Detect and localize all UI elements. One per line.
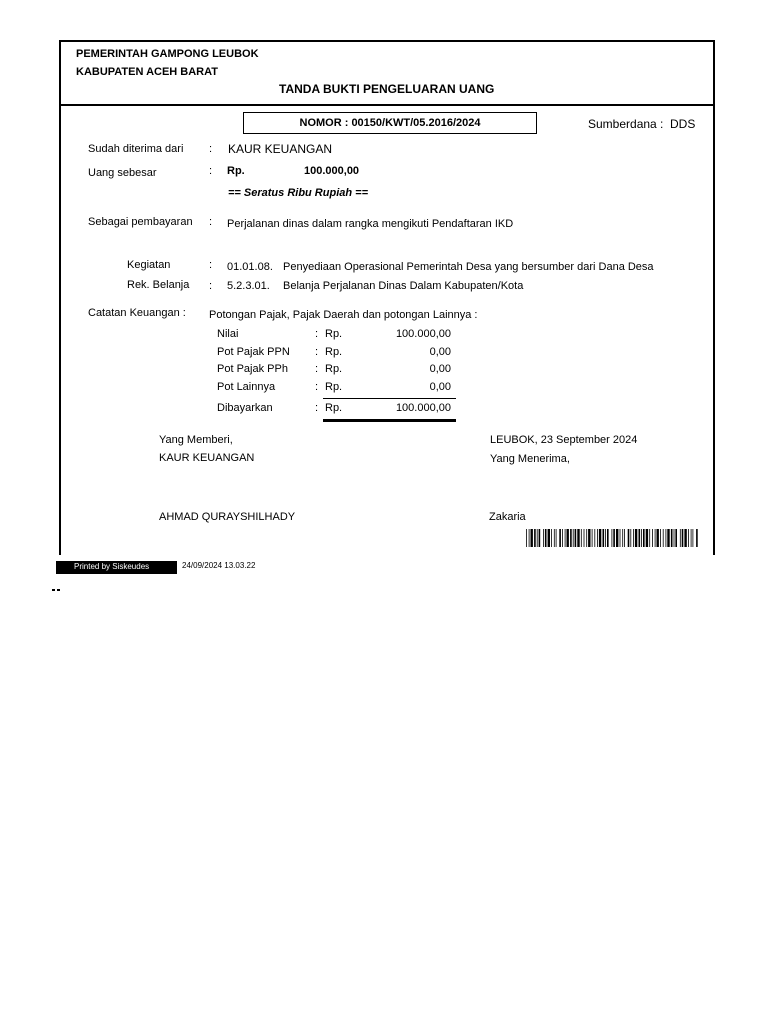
sumberdana-label: Sumberdana :: [588, 117, 664, 131]
place-date: LEUBOK, 23 September 2024: [490, 434, 638, 446]
header-divider: [59, 104, 715, 106]
kegiatan-label: Kegiatan: [127, 259, 171, 271]
pembayaran-colon: :: [209, 216, 213, 228]
kegiatan-value: Penyediaan Operasional Pemerintah Desa yang bersumber dari Dana Desa: [283, 261, 654, 273]
row-ppn-colon: :: [315, 346, 319, 358]
row-lainnya-label: Pot Lainnya: [217, 381, 276, 393]
row-pph-label: Pot Pajak PPh: [217, 363, 288, 375]
row-nilai-label: Nilai: [217, 328, 239, 340]
rek-value: Belanja Perjalanan Dinas Dalam Kabupaten/Kota: [283, 280, 524, 292]
giver-name: AHMAD QURAYSHILHADY: [159, 511, 296, 523]
diterima-colon: :: [209, 143, 213, 155]
row-pph-amount: 0,00: [429, 363, 451, 375]
dibayarkan-label: Dibayarkan: [217, 402, 273, 414]
kegiatan-code: 01.01.08.: [227, 261, 273, 273]
row-pph-colon: :: [315, 363, 319, 375]
row-ppn-label: Pot Pajak PPN: [217, 346, 290, 358]
giver-label: Yang Memberi,: [159, 434, 233, 446]
sumberdana-value: DDS: [670, 117, 696, 131]
uang-rp: Rp.: [227, 165, 245, 177]
row-pph-rp: Rp.: [325, 363, 343, 375]
pembayaran-value: Perjalanan dinas dalam rangka mengikuti Pendaftaran IKD: [227, 218, 514, 230]
nomor-text: NOMOR : 00150/KWT/05.2016/2024: [299, 117, 481, 129]
barcode-image: [526, 529, 698, 547]
catatan-intro: Potongan Pajak, Pajak Daerah dan potongan Lainnya :: [209, 309, 478, 321]
dibayarkan-amount: 100.000,00: [395, 402, 451, 414]
giver-role: KAUR KEUANGAN: [159, 452, 255, 464]
uang-value: 100.000,00: [304, 165, 360, 177]
org-line-2: KABUPATEN ACEH BARAT: [76, 66, 218, 78]
receiver-label: Yang Menerima,: [490, 453, 570, 465]
row-nilai-amount: 100.000,00: [395, 328, 451, 340]
printed-by-text: Printed by Siskeudes: [74, 562, 150, 571]
corner-marks: [52, 578, 62, 581]
printed-by-bar: [56, 561, 177, 574]
document-title: TANDA BUKTI PENGELUARAN UANG: [279, 82, 495, 96]
rek-colon: :: [209, 280, 213, 292]
nomor-box: [243, 112, 537, 134]
catatan-label: Catatan Keuangan :: [88, 307, 186, 319]
receiver-name: Zakaria: [489, 511, 526, 523]
subtotal-rule: [323, 398, 456, 399]
dibayarkan-colon: :: [315, 402, 319, 414]
row-ppn-rp: Rp.: [325, 346, 343, 358]
kegiatan-colon: :: [209, 259, 213, 271]
org-line-1: PEMERINTAH GAMPONG LEUBOK: [76, 48, 259, 60]
terbilang: == Seratus Ribu Rupiah ==: [228, 187, 368, 199]
pembayaran-label: Sebagai pembayaran: [88, 216, 193, 228]
row-ppn-amount: 0,00: [429, 346, 451, 358]
rek-code: 5.2.3.01.: [227, 280, 270, 292]
row-nilai-colon: :: [315, 328, 319, 340]
row-lainnya-rp: Rp.: [325, 381, 343, 393]
diterima-label: Sudah diterima dari: [88, 143, 184, 155]
row-nilai-rp: Rp.: [325, 328, 343, 340]
print-timestamp: 24/09/2024 13.03.22: [182, 561, 256, 570]
rek-label: Rek. Belanja: [127, 279, 190, 291]
uang-label: Uang sebesar: [88, 167, 157, 179]
dibayarkan-rp: Rp.: [325, 402, 343, 414]
total-double-rule: [323, 419, 456, 422]
uang-colon: :: [209, 165, 213, 177]
diterima-value: KAUR KEUANGAN: [228, 142, 333, 156]
row-lainnya-colon: :: [315, 381, 319, 393]
row-lainnya-amount: 0,00: [429, 381, 451, 393]
